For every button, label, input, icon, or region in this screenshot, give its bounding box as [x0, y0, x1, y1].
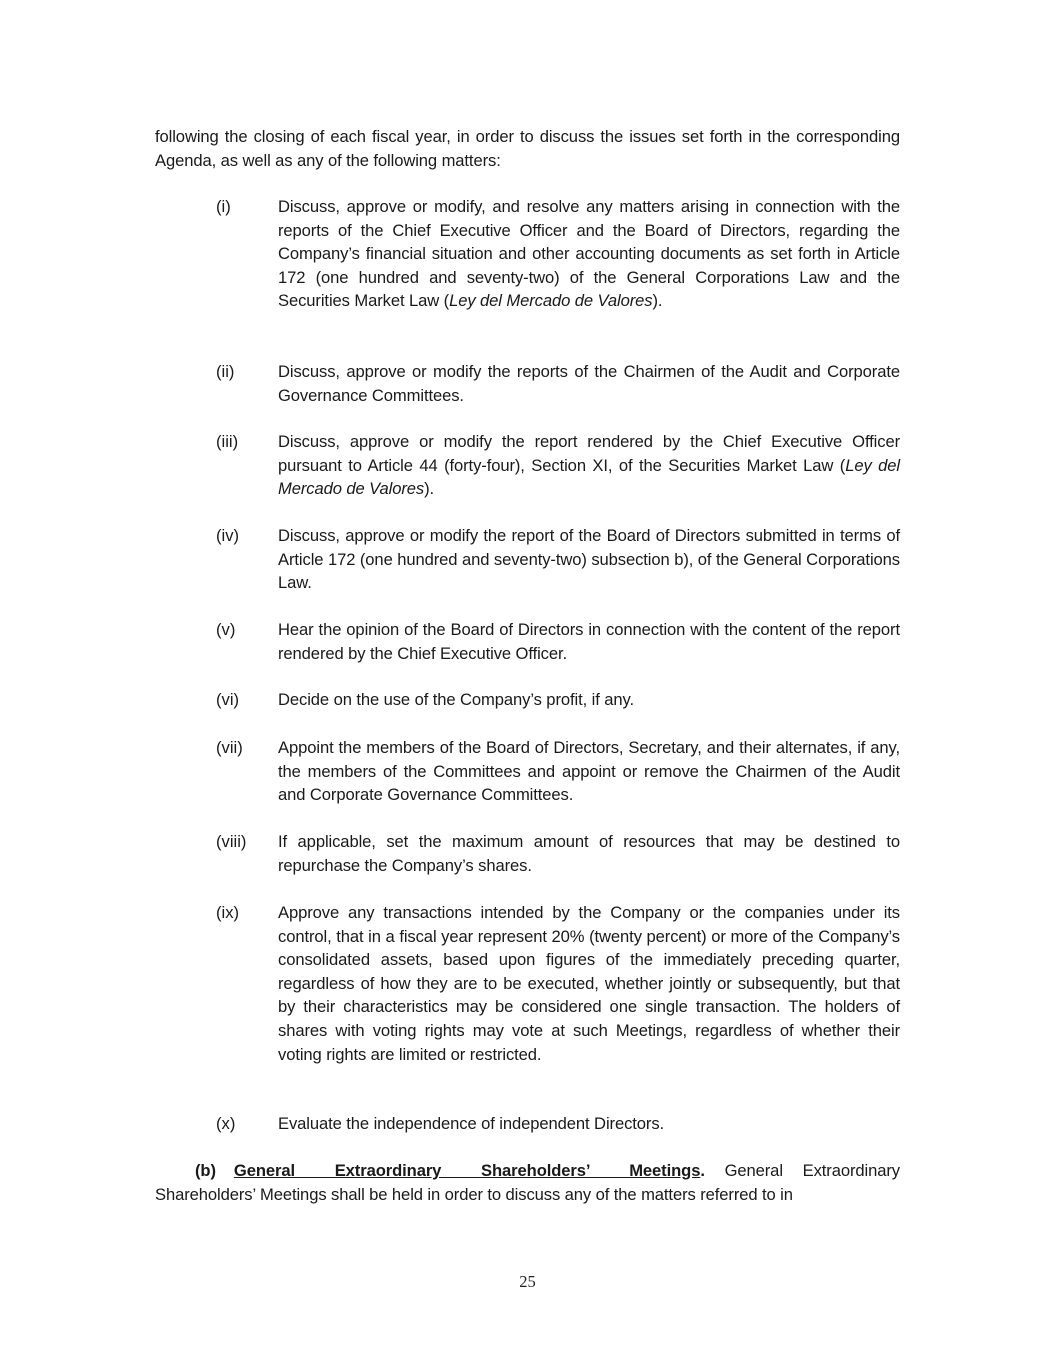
- item-label: (iii): [216, 432, 239, 451]
- agenda-item-iv: [216, 524, 900, 595]
- agenda-item-vii: [216, 736, 900, 807]
- item-text-main: Discuss, approve or modify, and resolve any matters arising in connection with the reports of the Chief Executive Officer and the Board of Directors, regarding the Company’s financial situation and other accounting documents as set forth in Article 172 (one hundred and seventy-two) of the General Corporations Law and the Securities Market Law (: [278, 197, 900, 311]
- item-label: (vii): [216, 738, 243, 757]
- item-text: [278, 195, 900, 313]
- item-text: Hear the opinion of the Board of Directors in connection with the content of the report rendered by the Chief Executive Officer.: [278, 620, 900, 663]
- item-text-main: Discuss, approve or modify the report rendered by the Chief Executive Officer pursuant to Article 44 (forty-four), Section XI, of the Securities Market Law (: [278, 432, 900, 475]
- item-label: (viii): [216, 832, 247, 851]
- intro-paragraph-text: following the closing of each fiscal year, in order to discuss the issues set forth in the corresponding Agenda, as well as any of the following matters:: [155, 127, 900, 170]
- item-text-italic: Ley del Mercado de Valores: [278, 455, 900, 499]
- agenda-item-iii: [216, 430, 900, 501]
- intro-paragraph: [155, 125, 900, 172]
- section-b-heading-period: .: [700, 1161, 705, 1180]
- item-text: Discuss, approve or modify the reports of the Chairmen of the Audit and Corporate Governance Committees.: [278, 362, 900, 405]
- item-text: Approve any transactions intended by the Company or the companies under its control, that in a fiscal year represent 20% (twenty percent) or more of the Company’s consolidated assets, based upon figures of the immediately preceding quarter, regardless of how they are to be executed, whether jointly or subsequently, but that by their characteristics may be considered one single transaction. The holders of shares with voting rights may vote at such Meetings, regardless of whether their voting rights are limited or restricted.: [278, 903, 900, 1064]
- agenda-item-v: [216, 618, 900, 665]
- item-text: Appoint the members of the Board of Directors, Secretary, and their alternates, if any, the members of the Committees and appoint or remove the Chairmen of the Audit and Corporate Governance Committees.: [278, 738, 900, 805]
- item-label: (i): [216, 197, 231, 216]
- agenda-item-ix: [216, 901, 900, 1066]
- section-b-heading: General Extraordinary Shareholders’ Meetings: [233, 1161, 701, 1180]
- agenda-item-i: [216, 195, 900, 313]
- item-label: (iv): [216, 526, 240, 545]
- item-label: (vi): [216, 690, 240, 709]
- item-text: Discuss, approve or modify the report of the Board of Directors submitted in terms of Article 172 (one hundred and seventy-two) subsection b), of the General Corporations Law.: [278, 526, 900, 593]
- section-b-body: General Extraordinary Shareholders’ Meetings shall be held in order to discuss any of the matters referred to in: [155, 1161, 901, 1204]
- agenda-item-ii: [216, 360, 900, 407]
- item-label: (x): [216, 1114, 236, 1133]
- section-b-paragraph: [155, 1159, 900, 1206]
- item-text: Decide on the use of the Company’s profit, if any.: [278, 690, 634, 709]
- item-label: (ix): [216, 903, 240, 922]
- item-text-tail: ).: [424, 479, 435, 499]
- item-text-tail: ).: [652, 291, 663, 311]
- agenda-item-viii: [216, 830, 900, 877]
- item-text: Evaluate the independence of independent Directors.: [278, 1114, 665, 1133]
- item-text-italic: Ley del Mercado de Valores: [449, 291, 653, 311]
- item-text: [278, 430, 900, 501]
- agenda-item-vi: [216, 688, 900, 712]
- item-label: (ii): [216, 362, 235, 381]
- item-text: If applicable, set the maximum amount of resources that may be destined to repurchase the Company’s shares.: [278, 832, 900, 875]
- section-b-label: (b): [195, 1161, 216, 1180]
- page-number: 25: [519, 1272, 536, 1291]
- item-label: (v): [216, 620, 236, 639]
- agenda-item-x: [216, 1112, 900, 1136]
